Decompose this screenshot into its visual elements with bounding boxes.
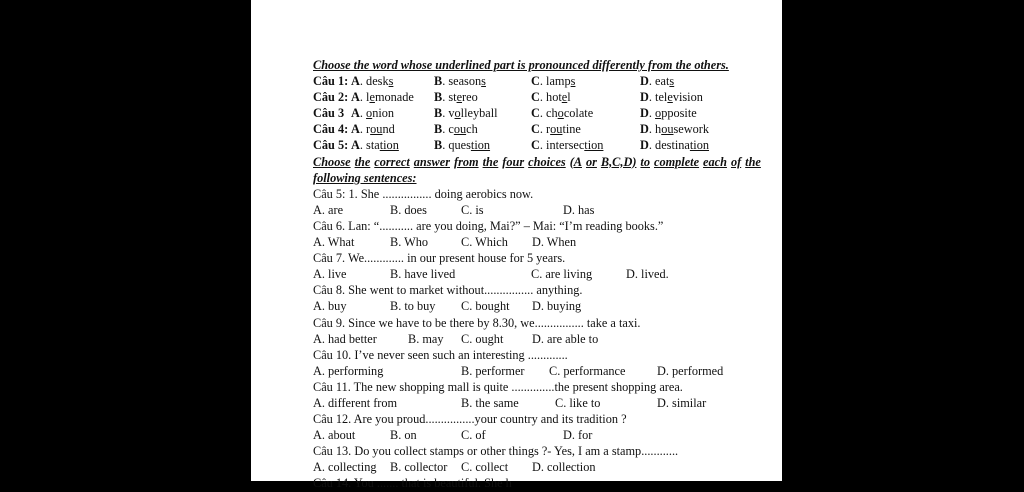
answer-option[interactable]: C. Which [461, 235, 508, 250]
word-part: colate [563, 106, 594, 121]
underlined-part: e [561, 90, 568, 105]
underlined-part: o [557, 106, 564, 121]
underlined-part: s [570, 74, 576, 89]
answer-option[interactable]: A. collecting [313, 460, 377, 475]
underlined-part: o [454, 106, 461, 121]
pronunciation-row [313, 105, 761, 121]
pronunciation-option[interactable]: C. intersection [531, 138, 604, 153]
pronunciation-option[interactable]: B. couch [434, 122, 478, 137]
instruction-word: Choose [313, 154, 351, 169]
option-letter: D [640, 138, 649, 153]
answer-option[interactable]: C. of [461, 428, 486, 443]
choice-instruction-line2: following sentences: [313, 170, 417, 185]
word-part: intersec [546, 138, 585, 153]
question-text-row [313, 379, 761, 395]
answer-options-row [313, 395, 761, 411]
answer-option[interactable]: C. is [461, 202, 484, 217]
question-text: Câu 12. Are you proud................your country and its tradition ? [313, 412, 627, 427]
pronunciation-option[interactable]: A. desks [351, 74, 394, 89]
option-letter: A [351, 90, 360, 105]
underlined-part: ou [370, 122, 383, 137]
answer-option[interactable]: A. about [313, 428, 356, 443]
answer-option[interactable]: B. may [408, 331, 444, 346]
word-part: monade [374, 90, 414, 105]
pronunciation-option[interactable]: B. volleyball [434, 106, 498, 121]
answer-options-row [313, 363, 761, 379]
word-part: c [448, 122, 454, 137]
option-letter: B [434, 138, 443, 153]
word-part: tel [655, 90, 668, 105]
word-part: nion [372, 106, 395, 121]
word-part: v [448, 106, 455, 121]
question-text-row [313, 315, 761, 331]
question-label: Câu 1: [313, 74, 349, 89]
instruction-word: of [730, 154, 742, 169]
option-letter: B [434, 90, 443, 105]
pronunciation-option[interactable]: D. opposite [640, 106, 697, 121]
pronunciation-row [313, 73, 761, 89]
document-page [251, 0, 782, 491]
answer-option[interactable]: B. Who [390, 235, 429, 250]
word-part: vision [672, 90, 703, 105]
question-text-row [313, 218, 761, 234]
word-part: hot [546, 90, 562, 105]
answer-option[interactable]: B. collector [390, 460, 448, 475]
question-text-row [313, 443, 761, 459]
question-text: Câu 9. Since we have to be there by 8.30, we................ take a taxi. [313, 315, 641, 330]
word-part: desk [366, 74, 389, 89]
instruction-word: or [585, 154, 597, 169]
answer-option[interactable]: A. had better [313, 331, 377, 346]
option-letter: B [434, 122, 443, 137]
answer-option[interactable]: A. different from [313, 395, 398, 410]
question-text-row [313, 250, 761, 266]
answer-option[interactable]: A. are [313, 202, 344, 217]
underlined-part: o [366, 106, 373, 121]
option-letter: D [640, 122, 649, 137]
underlined-part: s [481, 74, 486, 89]
answer-option[interactable]: A. performing [313, 363, 384, 378]
question-label: Câu 3 [313, 106, 345, 121]
instruction-word: complete [653, 154, 700, 169]
answer-option[interactable]: B. performer [461, 363, 525, 378]
underlined-part: s [669, 74, 675, 89]
word-part: l [366, 90, 370, 105]
word-part: eat [655, 74, 670, 89]
answer-option[interactable]: D. for [563, 428, 593, 443]
option-letter: D [640, 74, 649, 89]
answer-option[interactable]: C. bought [461, 299, 510, 314]
choice-instruction-line1 [313, 154, 761, 170]
answer-option[interactable]: B. does [390, 202, 427, 217]
option-letter: D [640, 106, 649, 121]
pronunciation-row [313, 137, 761, 153]
answer-options-row [313, 298, 761, 314]
question-text-row [313, 282, 761, 298]
underlined-part: e [667, 90, 673, 105]
instruction-word: from [453, 154, 479, 169]
underlined-part: e [456, 90, 463, 105]
instruction-word: the [745, 154, 761, 169]
answer-option[interactable]: A. live [313, 267, 347, 282]
word-part: r [366, 122, 371, 137]
instruction-word: choices [528, 154, 566, 169]
pronunciation-option[interactable]: B. question [434, 138, 491, 153]
answer-option[interactable]: D. When [532, 235, 577, 250]
word-part: sta [366, 138, 380, 153]
answer-option[interactable]: D. buying [532, 299, 582, 314]
question-label: Câu 4: [313, 122, 349, 137]
underlined-part: tion [470, 138, 491, 153]
option-letter: C [531, 138, 540, 153]
answer-option[interactable]: B. on [390, 428, 417, 443]
answer-options-row [313, 331, 761, 347]
word-part: ch [466, 122, 478, 137]
question-text-row [313, 347, 761, 363]
pronunciation-row [313, 121, 761, 137]
word-part: sework [673, 122, 710, 137]
option-letter: A [351, 74, 360, 89]
answer-option[interactable]: C. collect [461, 460, 509, 475]
underlined-part: ou [661, 122, 674, 137]
instruction-word: (A [569, 154, 582, 169]
instruction-word: the [482, 154, 499, 169]
word-part: nd [382, 122, 395, 137]
pronunciation-option[interactable]: D. housework [640, 122, 710, 137]
word-part: reo [462, 90, 478, 105]
question-text-row [313, 411, 761, 427]
underlined-part: e [369, 90, 375, 105]
pronunciation-option[interactable]: A. onion [351, 106, 395, 121]
pronunciation-option[interactable]: B. stereo [434, 90, 478, 105]
multiple-choice-questions [313, 186, 761, 476]
pronunciation-option[interactable]: C. hotel [531, 90, 571, 105]
instruction-word: to [640, 154, 650, 169]
pronunciation-option[interactable]: C. chocolate [531, 106, 594, 121]
pronunciation-option[interactable]: C. routine [531, 122, 581, 137]
answer-option[interactable]: A. What [313, 235, 355, 250]
option-letter: C [531, 74, 540, 89]
word-part: lleyball [460, 106, 498, 121]
word-part: st [448, 90, 457, 105]
answer-option[interactable]: C. ought [461, 331, 504, 346]
option-letter: C [531, 106, 540, 121]
question-label: Câu 5: [313, 138, 349, 153]
instruction-word: correct [374, 154, 410, 169]
word-part: l [567, 90, 571, 105]
question-text-row [313, 186, 761, 202]
instruction-word: B,C,D) [600, 154, 637, 169]
answer-option[interactable]: C. like to [555, 395, 601, 410]
word-part: ques [448, 138, 471, 153]
option-letter: D [640, 90, 649, 105]
answer-option[interactable]: D. collection [532, 460, 596, 475]
underlined-part: s [388, 74, 394, 89]
answer-option[interactable]: D. are able to [532, 331, 599, 346]
underlined-part: tion [689, 138, 710, 153]
instruction-word: the [354, 154, 371, 169]
answer-option[interactable]: B. the same [461, 395, 519, 410]
word-part: lamp [546, 74, 571, 89]
option-letter: B [434, 74, 443, 89]
word-part: destina [655, 138, 690, 153]
underlined-part: ou [550, 122, 563, 137]
instruction-word: four [502, 154, 525, 169]
question-text: Câu 6. Lan: “........... are you doing, Mai?” – Mai: “I’m reading books.” [313, 218, 664, 233]
question-text: Câu 11. The new shopping mall is quite ..............the present shopping area. [313, 379, 683, 394]
pronunciation-option[interactable]: A. station [351, 138, 399, 153]
underlined-part: o [655, 106, 662, 121]
underlined-part: ou [453, 122, 467, 137]
question-text: Câu 10. I’ve never seen such an interesting ............. [313, 347, 568, 362]
instruction-word: each [703, 154, 727, 169]
underlined-part: tion [584, 138, 604, 153]
answer-option[interactable]: C. performance [549, 363, 626, 378]
word-part: pposite [661, 106, 697, 121]
answer-option[interactable]: B. have lived [390, 267, 456, 282]
question-text: Câu 5: 1. She ................ doing aerobics now. [313, 186, 534, 201]
answer-options-row [313, 266, 761, 282]
word-part: ch [546, 106, 558, 121]
answer-option[interactable]: A. buy [313, 299, 347, 314]
pronunciation-option[interactable]: B. seasons [434, 74, 486, 89]
pronunciation-option[interactable]: A. lemonade [351, 90, 414, 105]
pronunciation-instruction: Choose the word whose underlined part is pronounced differently from the others. [313, 58, 729, 72]
answer-option[interactable]: C. are living [531, 267, 593, 282]
exercise-content [313, 57, 761, 492]
answer-options-row [313, 427, 761, 443]
pronunciation-option[interactable]: C. lamps [531, 74, 576, 89]
answer-option[interactable]: D. lived. [626, 267, 669, 282]
pronunciation-option[interactable]: D. eats [640, 74, 675, 89]
answer-options-row [313, 202, 761, 218]
question-text: Câu 8. She went to market without................ anything. [313, 283, 583, 298]
answer-option[interactable]: B. to buy [390, 299, 436, 314]
answer-option[interactable]: D. has [563, 202, 595, 217]
option-letter: A [351, 122, 360, 137]
question-text: Câu 7. We............. in our present house for 5 years. [313, 251, 566, 266]
word-part: tine [562, 122, 581, 137]
option-letter: C [531, 122, 540, 137]
question-label: Câu 2: [313, 90, 349, 105]
instruction-word: answer [413, 154, 450, 169]
word-part: h [655, 122, 662, 137]
pronunciation-option[interactable]: A. round [351, 122, 395, 137]
option-letter: B [434, 106, 443, 121]
answer-option[interactable]: D. similar [657, 395, 707, 410]
underlined-part: tion [379, 138, 399, 153]
option-letter: C [531, 90, 540, 105]
pronunciation-row [313, 89, 761, 105]
pronunciation-option[interactable]: D. television [640, 90, 703, 105]
word-part: r [546, 122, 551, 137]
pronunciation-questions [313, 73, 761, 153]
option-letter: A [351, 138, 360, 153]
cut-off-line: Câu 14. You ....... that is beautiful. She h [313, 476, 512, 491]
answer-option[interactable]: D. performed [657, 363, 724, 378]
question-text: Câu 13. Do you collect stamps or other things ?- Yes, I am a stamp............ [313, 444, 679, 459]
answer-options-row [313, 234, 761, 250]
option-letter: A [351, 106, 360, 121]
pronunciation-option[interactable]: D. destination [640, 138, 710, 153]
word-part: season [448, 74, 482, 89]
answer-options-row [313, 459, 761, 475]
